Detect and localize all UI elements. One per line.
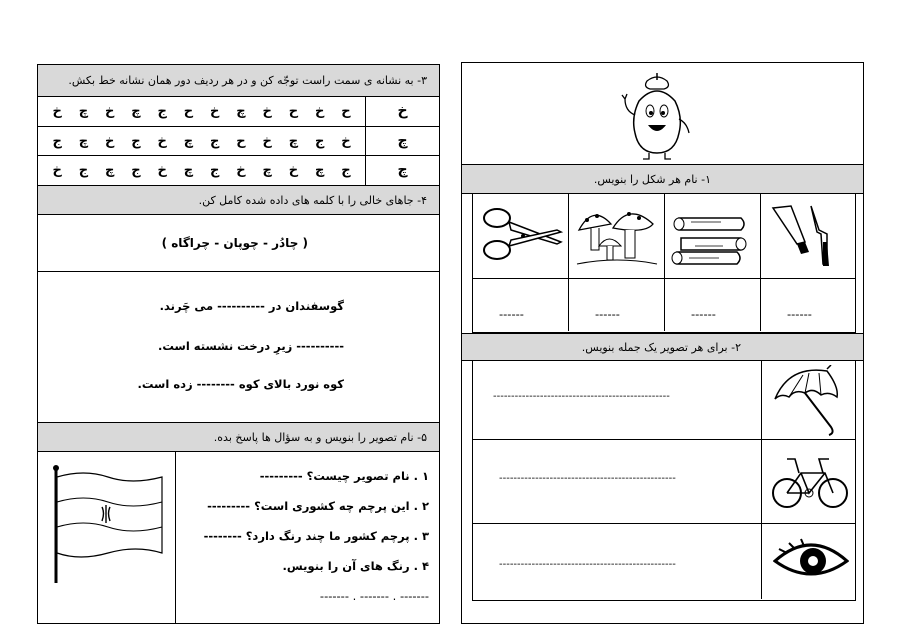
q1-blank-4[interactable]: ------ <box>787 307 812 321</box>
q3-letter[interactable]: چ <box>104 163 115 178</box>
q1-blank-1[interactable]: ------ <box>499 307 524 321</box>
q4-title: ۴- جاهای خالی را با کلمه های داده شده کامل کن. <box>198 193 427 207</box>
q5-question-2: ۲ . این پرچم چه کشوری است؟ --------- <box>207 499 429 513</box>
q3-row-letters <box>38 104 365 119</box>
q3-letter[interactable]: ج <box>131 134 141 149</box>
q1-blank-3[interactable]: ------ <box>691 307 716 321</box>
q3-letter[interactable]: خ <box>262 134 272 149</box>
q3-letter[interactable]: ح <box>236 134 246 149</box>
worksheet-left-panel <box>37 64 440 624</box>
q3-header <box>38 65 439 97</box>
q3-letter[interactable]: خ <box>157 134 167 149</box>
q4-sentence-3: کوه نورد بالای کوه -------- زده است. <box>137 377 344 391</box>
q3-letter[interactable]: چ <box>288 134 299 149</box>
q1-title: ۱- نام هر شکل را بنویس. <box>593 172 711 186</box>
q3-letter[interactable]: چ <box>78 134 89 149</box>
q3-letter[interactable]: ج <box>314 134 325 149</box>
q2-header <box>462 333 863 361</box>
q2-line-2[interactable]: ------------------------------------------------- <box>499 473 676 484</box>
q3-letter[interactable]: ح <box>183 104 194 119</box>
q2-title: ۲- برای هر تصویر یک جمله بنویس. <box>581 340 741 354</box>
eggplant-mascot-icon <box>617 71 697 163</box>
q3-row <box>38 97 439 126</box>
q3-row-key-letter: چ <box>365 156 439 185</box>
divider <box>175 452 176 624</box>
q4-header <box>38 185 439 215</box>
divider <box>473 523 855 524</box>
q3-letter[interactable]: خ <box>262 104 272 119</box>
q3-letter[interactable]: خ <box>52 104 62 119</box>
q3-title: ۳- به نشانه ی سمت راست توجّه کن و در هر ردیف دور همان نشانه خط بکش. <box>68 74 427 87</box>
q5-answer-line: ------- . ------- . ------- <box>319 589 429 603</box>
q5-question-1: ۱ . نام تصویر چیست؟ --------- <box>259 469 429 483</box>
divider <box>38 271 439 272</box>
q3-row <box>38 126 439 156</box>
q4-word-bank: ( چادُر - چوپان - چراگاه ) <box>161 236 308 250</box>
q2-line-3[interactable]: ------------------------------------------------- <box>499 559 676 570</box>
divider <box>664 194 665 331</box>
q3-letter[interactable]: چ <box>183 134 194 149</box>
q3-letter[interactable]: خ <box>209 104 220 119</box>
q3-letter[interactable]: خ <box>236 163 246 178</box>
q3-letter[interactable]: ج <box>131 163 141 178</box>
q5-title: ۵- نام تصویر را بنویس و به سؤال ها پاسخ بده. <box>213 430 427 444</box>
q3-letter[interactable]: ح <box>341 104 351 119</box>
divider <box>761 361 762 599</box>
q3-letter[interactable]: چ <box>262 163 272 178</box>
q1-image-table <box>472 194 856 333</box>
q2-line-1[interactable]: ------------------------------------------------- <box>493 391 670 402</box>
umbrella-icon <box>769 365 849 437</box>
q3-row-letters <box>38 134 365 149</box>
q5-question-4: ۴ . رنگ های آن را بنویس. <box>282 559 429 573</box>
q4-sentence-1: گوسفندان در ---------- می چَرند. <box>159 299 344 313</box>
divider <box>760 194 761 331</box>
q3-letter[interactable]: خ <box>104 104 115 119</box>
q3-letter[interactable]: چ <box>236 104 246 119</box>
mushrooms-icon <box>573 202 661 270</box>
q3-letter[interactable]: چ <box>131 104 141 119</box>
q3-letter[interactable]: چ <box>314 163 325 178</box>
q2-table <box>472 361 856 601</box>
logs-icon <box>671 206 755 266</box>
scissors-icon <box>477 204 563 268</box>
q3-letter[interactable]: ج <box>78 163 89 178</box>
q1-blank-2[interactable]: ------ <box>595 307 620 321</box>
q3-letter[interactable]: ج <box>157 104 167 119</box>
q3-letter[interactable]: خ <box>288 163 299 178</box>
q5-question-3: ۳ . پرچم کشور ما چند رنگ دارد؟ -------- <box>203 529 429 543</box>
iran-flag-icon <box>44 463 169 585</box>
q3-row-key-letter: خ <box>365 97 439 126</box>
knife-icon <box>769 202 849 270</box>
q3-row <box>38 155 439 185</box>
q3-letter[interactable]: چ <box>183 163 194 178</box>
q3-letter[interactable]: خ <box>104 134 115 149</box>
q3-letter[interactable]: ح <box>288 104 299 119</box>
q3-letter[interactable]: ج <box>341 163 351 178</box>
divider <box>473 439 855 440</box>
bicycle-icon <box>771 447 849 517</box>
worksheet-right-panel <box>461 62 864 624</box>
q3-letter[interactable]: ج <box>209 163 220 178</box>
eye-icon <box>773 537 849 587</box>
q3-letter[interactable]: خ <box>314 104 325 119</box>
q1-header <box>462 164 863 194</box>
q3-letter[interactable]: خ <box>157 163 167 178</box>
q3-letter[interactable]: ج <box>52 134 62 149</box>
q3-letter[interactable]: ج <box>209 134 220 149</box>
q4-sentence-2: ---------- زیرِ درخت نشسته است. <box>157 339 344 353</box>
q3-letter[interactable]: خ <box>52 163 62 178</box>
divider <box>568 194 569 331</box>
q3-row-key-letter: چ <box>365 127 439 156</box>
q5-header <box>38 422 439 452</box>
q3-row-letters <box>38 163 365 178</box>
q3-letter[interactable]: چ <box>78 104 89 119</box>
q3-letter[interactable]: خ <box>341 134 351 149</box>
